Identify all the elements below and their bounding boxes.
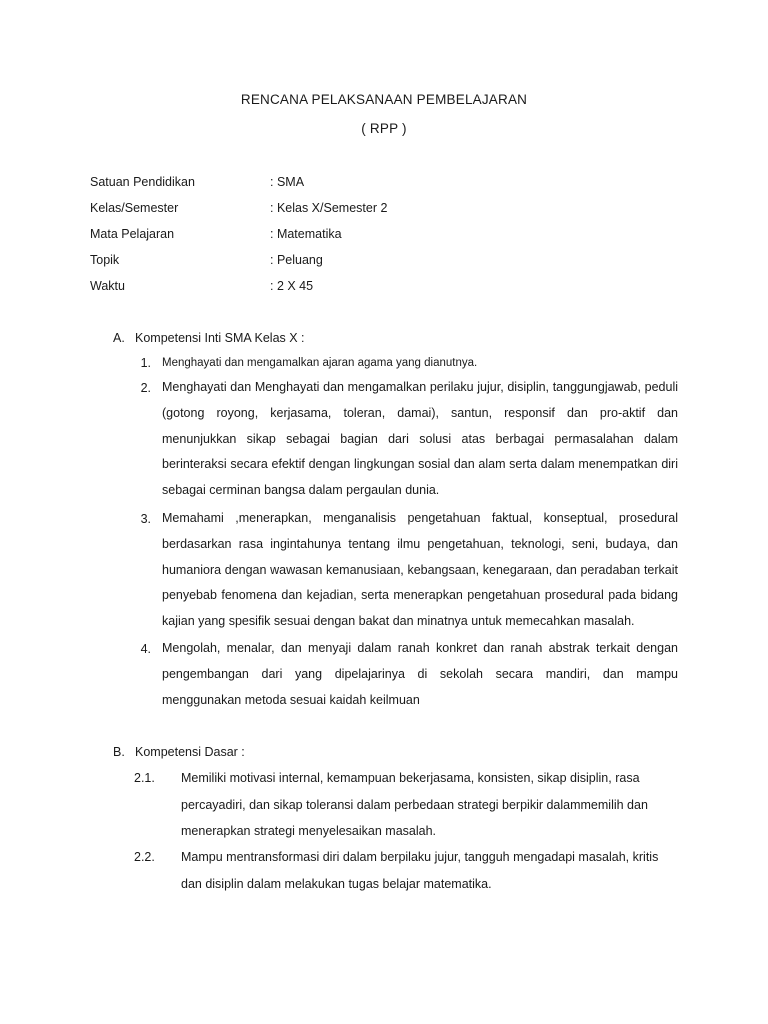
identity-label: Kelas/Semester: [90, 201, 179, 215]
identity-value: : 2 X 45: [270, 279, 314, 293]
section-letter: A.: [113, 331, 125, 345]
list-item-text: Mengolah, menalar, dan menyaji dalam ranah konkret dan ranah abstrak terkait dengan pengembangan dari yang dipelajarinya di sekolah secara mandiri, dan mampu menggunakan metoda sesuai kaidah keilmuan: [162, 641, 678, 707]
list-item-number: 1.: [140, 356, 151, 370]
list-item-text: Menghayati dan Menghayati dan mengamalkan perilaku jujur, disiplin, tanggungjawab, peduli (gotong royong, kerjasama, toleran, damai), santun, responsif dan pro-aktif dan menunjukkan sikap sebagai bagian dari solusi atas berbagai permasalahan dalam berinteraksi secara efektif dengan lingkungan sosial dan alam serta dalam menempatkan diri sebagai cerminan bangsa dalam pergaulan dunia.: [162, 380, 678, 498]
list-item-text: Memiliki motivasi internal, kemampuan bekerjasama, konsisten, sikap disiplin, rasa percayadiri, dan sikap toleransi dalam perbedaan strategi berpikir dalammemilih dan menerapkan strategi menyelesaikan masalah.: [181, 771, 648, 838]
list-item-number: 3.: [140, 512, 151, 526]
identity-label: Waktu: [90, 279, 125, 293]
list-item-text: Menghayati dan mengamalkan ajaran agama yang dianutnya.: [162, 357, 478, 369]
list-item-number: 4.: [140, 642, 151, 656]
section-letter: B.: [113, 745, 125, 759]
identity-value: : SMA: [270, 175, 305, 189]
section-heading-text: Kompetensi Inti SMA Kelas X :: [135, 331, 305, 345]
identity-value: : Peluang: [270, 253, 323, 267]
list-item-text: Memahami ,menerapkan, menganalisis pengetahuan faktual, konseptual, prosedural berdasarkan rasa ingintahunya tentang ilmu pengetahuan, teknologi, seni, budaya, dan humaniora dengan wawasan kemanusiaan, kebangsaan, kenegaraan, dan peradaban terkait penyebab fenomena dan kejadian, serta menerapkan pengetahuan prosedural pada bidang kajian yang spesifik sesuai dengan bakat dan minatnya untuk memecahkan masalah.: [162, 511, 678, 629]
identity-value: : Matematika: [270, 227, 342, 241]
list-item-text: Mampu mentransformasi diri dalam berpilaku jujur, tangguh mengadapi masalah, kritis dan disiplin dalam melakukan tugas belajar matematika.: [181, 850, 659, 891]
identity-value: : Kelas X/Semester 2: [270, 201, 388, 215]
list-item-number: 2.1.: [134, 771, 155, 785]
identity-label: Topik: [90, 253, 120, 267]
section-b-heading: [113, 743, 413, 761]
identity-label: Mata Pelajaran: [90, 227, 175, 241]
list-item-number: 2.2.: [134, 850, 155, 864]
section-heading-text: Kompetensi Dasar :: [135, 745, 245, 759]
document-title: RENCANA PELAKSANAAN PEMBELAJARAN: [240, 92, 528, 107]
list-item-number: 2.: [140, 381, 151, 395]
section-a-heading: [113, 329, 413, 347]
identity-label: Satuan Pendidikan: [90, 175, 195, 189]
document-subtitle: ( RPP ): [361, 121, 407, 136]
